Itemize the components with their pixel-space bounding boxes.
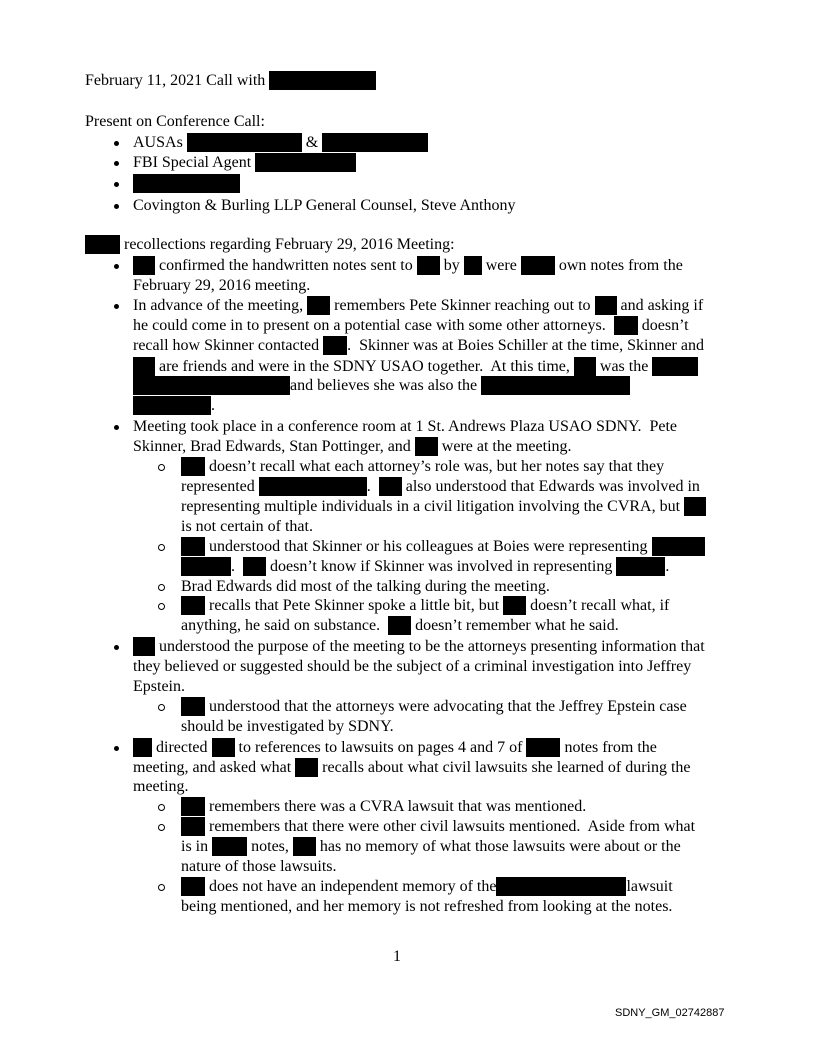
text-segment: recalls about what civil lawsuits she learned of during the: [322, 759, 691, 776]
text-segment: represented: [181, 478, 255, 495]
recollections-heading: [85, 235, 455, 255]
text-segment: he could come in to present on a potential case with some other attorneys.: [133, 317, 606, 334]
memo-line: [133, 637, 705, 657]
redaction-box: [521, 256, 555, 275]
text-segment: . Skinner was at Boies Schiller at the time, Skinner and: [347, 337, 704, 354]
circle-bullet-icon: [158, 884, 165, 891]
memo-line: [133, 777, 189, 797]
circle-bullet-icon: [158, 544, 165, 551]
memo-line: [181, 837, 681, 857]
text-segment: .: [366, 478, 371, 495]
text-segment: notes,: [251, 838, 289, 855]
text-segment: meeting.: [133, 778, 189, 795]
circle-bullet-icon: [158, 603, 165, 610]
redaction-box: [614, 316, 638, 335]
text-segment: being mentioned, and her memory is not refreshed from looking at the notes.: [181, 898, 673, 915]
redaction-box: [388, 616, 411, 635]
attendee-item: [133, 196, 516, 216]
attendees-heading: Present on Conference Call:: [85, 113, 265, 130]
text-segment: In advance of the meeting,: [133, 297, 304, 314]
redaction-box: [181, 557, 231, 576]
redaction-box: [181, 537, 205, 556]
memo-line: [133, 657, 691, 677]
circle-bullet-icon: [158, 584, 165, 591]
text-segment: is not certain of that.: [181, 518, 313, 535]
text-segment: recalls that Pete Skinner spoke a little bit, but: [209, 597, 500, 614]
text-segment: nature of those lawsuits.: [181, 858, 337, 875]
text-segment: they believed or suggested should be the subject of a criminal investigation into Jeffrey: [133, 658, 692, 675]
text-segment: directed: [156, 739, 208, 756]
redaction-box: [526, 738, 560, 757]
memo-line: [181, 457, 664, 477]
text-segment: Covington & Burling LLP General Counsel, Steve Anthony: [133, 197, 516, 214]
text-segment: also understood that Edwards was involved in: [405, 478, 700, 495]
memo-line: [181, 857, 337, 877]
redaction-box: [652, 357, 698, 376]
text-segment: should be investigated by SDNY.: [181, 718, 394, 735]
text-segment: has no memory of what those lawsuits were about or the: [319, 838, 681, 855]
redaction-box: [181, 457, 205, 476]
memo-line: [181, 497, 706, 517]
text-segment: confirmed the handwritten notes sent to: [159, 257, 413, 274]
memo-line: [133, 758, 691, 778]
attendee-item: [133, 133, 428, 153]
memo-line: [181, 557, 669, 577]
redaction-box: [503, 596, 526, 615]
text-segment: .: [211, 397, 215, 414]
circle-bullet-icon: [158, 704, 165, 711]
redaction-box: [323, 336, 347, 355]
text-segment: recall how Skinner contacted: [133, 337, 320, 354]
text-segment: February 29, 2016 meeting.: [133, 277, 311, 294]
redaction-box: [133, 738, 152, 757]
bates-number: SDNY_GM_02742887: [615, 1007, 725, 1019]
text-segment: &: [305, 134, 319, 151]
text-segment: understood that the attorneys were advocating that the Jeffrey Epstein case: [209, 698, 687, 715]
text-segment: .: [665, 558, 670, 575]
text-segment: recollections regarding February 29, 2016 Meeting:: [124, 236, 455, 253]
redaction-box: [322, 133, 428, 152]
memo-line: [133, 296, 703, 316]
memo-line: [181, 877, 673, 897]
redaction-box: [684, 497, 706, 516]
text-segment: doesn’t know if Skinner was involved in representing: [270, 558, 613, 575]
memo-line: [181, 616, 619, 636]
text-segment: doesn’t: [641, 317, 689, 334]
memo-line: [181, 797, 586, 817]
text-segment: meeting, and asked what: [133, 759, 292, 776]
memo-line: [133, 336, 704, 356]
redaction-box: [259, 477, 367, 496]
page-number: 1: [393, 948, 401, 965]
bullet-icon: [114, 182, 119, 187]
redaction-box: [243, 557, 266, 576]
text-segment: representing multiple individuals in a civil litigation involving the CVRA, but: [181, 498, 681, 515]
text-segment: AUSAs: [133, 134, 183, 151]
attendee-item: [133, 174, 240, 194]
memo-line: [133, 357, 698, 377]
text-segment: were at the meeting.: [441, 438, 572, 455]
redaction-box: [181, 797, 205, 816]
text-segment: remembers Pete Skinner reaching out to: [334, 297, 591, 314]
bullet-icon: [114, 141, 119, 146]
text-segment: remembers that there were other civil lawsuits mentioned. Aside from what: [209, 818, 696, 835]
redaction-box: [187, 133, 302, 152]
call-title-text: February 11, 2021 Call with: [85, 72, 266, 89]
redaction-box: [307, 296, 330, 315]
text-segment: .: [231, 558, 235, 575]
redaction-box: [133, 256, 155, 275]
memo-line: [181, 697, 687, 717]
bullet-icon: [114, 264, 119, 269]
text-segment: understood the purpose of the meeting to be the attorneys presenting information that: [159, 638, 705, 655]
memo-line: [133, 376, 630, 396]
memo-line: [181, 897, 672, 917]
redaction-box: [481, 376, 630, 395]
text-segment: own notes from the: [558, 257, 683, 274]
call-title: [85, 71, 376, 91]
text-segment: are friends and were in the SDNY USAO together. At this time,: [159, 358, 570, 375]
bullet-icon: [114, 304, 119, 309]
text-segment: to references to lawsuits on pages 4 and 7 of: [238, 739, 523, 756]
memo-line: [181, 717, 394, 737]
redaction-box: [574, 357, 596, 376]
redaction-box: [133, 637, 155, 656]
circle-bullet-icon: [158, 824, 165, 831]
redaction-box: [295, 758, 318, 777]
text-segment: Epstein.: [133, 678, 185, 695]
redaction-box: [212, 738, 235, 757]
memo-line: [133, 437, 572, 457]
memo-line: [181, 577, 550, 597]
redaction-box: [85, 235, 120, 254]
redaction-box: [181, 877, 205, 896]
redaction-box: [496, 877, 626, 896]
attendee-item: [133, 153, 356, 173]
circle-bullet-icon: [158, 804, 165, 811]
redaction-box: [293, 837, 316, 856]
memo-line: [133, 276, 310, 296]
redaction-box: [181, 596, 205, 615]
text-segment: doesn’t recall what each attorney’s role was, but her notes say that they: [209, 458, 665, 475]
memo-line: [181, 537, 705, 557]
redaction-box: [212, 837, 247, 856]
text-segment: anything, he said on substance.: [181, 617, 381, 634]
redaction-box: [133, 174, 240, 193]
bullet-icon: [114, 746, 119, 751]
redaction-box: [464, 256, 482, 275]
memo-line: [133, 396, 215, 416]
memo-line: [133, 417, 677, 437]
text-segment: were: [485, 257, 517, 274]
text-segment: remembers there was a CVRA lawsuit that was mentioned.: [209, 798, 587, 815]
redaction-box: [415, 437, 438, 456]
redaction-box: [133, 376, 290, 395]
text-segment: doesn’t recall what, if: [530, 597, 670, 614]
text-segment: Brad Edwards did most of the talking during the meeting.: [181, 578, 550, 595]
redaction-box: [379, 477, 402, 496]
memo-line: [133, 738, 657, 758]
text-segment: by: [443, 257, 460, 274]
text-segment: understood that Skinner or his colleagues at Boies were representing: [209, 538, 648, 555]
text-segment: is in: [181, 838, 209, 855]
text-segment: was the: [599, 358, 649, 375]
bullet-icon: [114, 645, 119, 650]
memo-line: [133, 316, 689, 336]
redaction-box: [181, 817, 205, 836]
redaction-box: [133, 396, 211, 415]
text-segment: and believes she was also the: [290, 377, 478, 394]
text-segment: doesn’t remember what he said.: [415, 617, 619, 634]
redaction-box: [133, 357, 155, 376]
text-segment: Meeting took place in a conference room at 1 St. Andrews Plaza USAO SDNY. Pete: [133, 418, 678, 435]
circle-bullet-icon: [158, 464, 165, 471]
text-segment: FBI Special Agent: [133, 154, 252, 171]
redaction-box: [255, 153, 356, 172]
bullet-icon: [114, 161, 119, 166]
text-segment: and asking if: [620, 297, 704, 314]
redaction-box: [181, 697, 205, 716]
text-segment: Skinner, Brad Edwards, Stan Pottinger, and: [133, 438, 411, 455]
text-segment: lawsuit: [626, 878, 673, 895]
bullet-icon: [114, 204, 119, 209]
memo-line: [181, 517, 313, 537]
memo-line: [181, 596, 669, 616]
memo-line: [181, 817, 695, 837]
memo-line: [133, 256, 683, 276]
memo-line: [181, 477, 700, 497]
bullet-icon: [114, 425, 119, 430]
text-segment: notes from the: [564, 739, 657, 756]
redaction-box: [417, 256, 440, 275]
redaction-box: [269, 71, 376, 90]
memo-line: [133, 677, 185, 697]
redaction-box: [652, 537, 705, 556]
redaction-box: [595, 296, 617, 315]
text-segment: does not have an independent memory of the: [209, 878, 497, 895]
redaction-box: [616, 557, 665, 576]
